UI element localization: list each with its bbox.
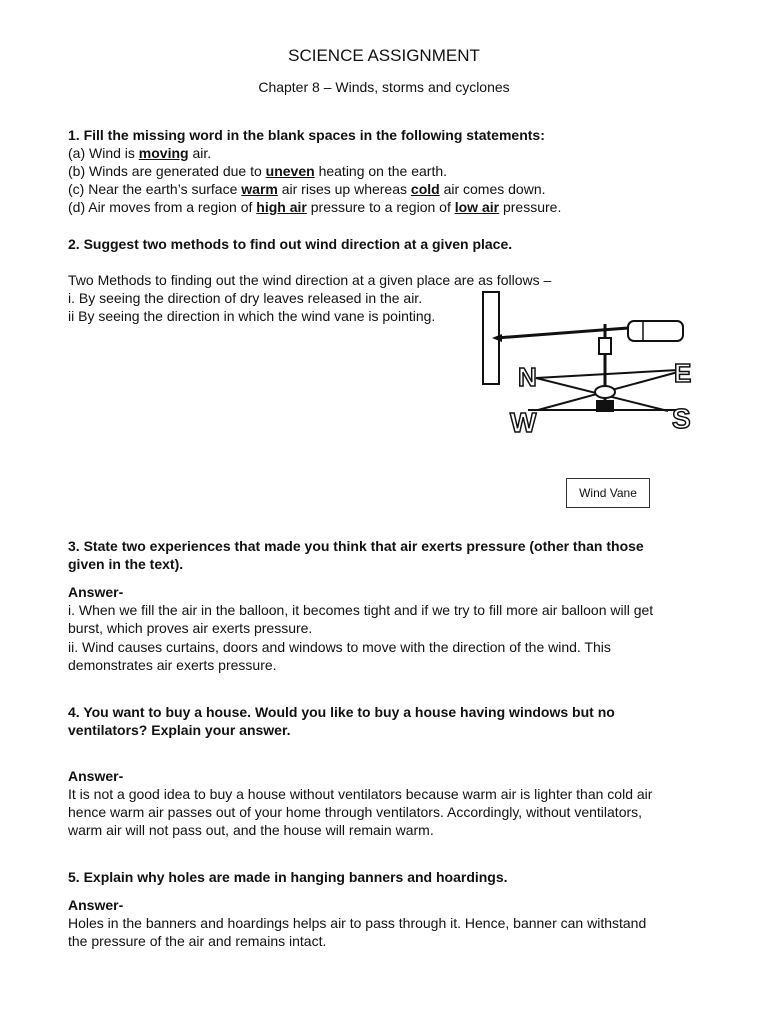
q1-b-pre: (b) Winds are generated due to [68, 163, 266, 179]
q1-b [68, 162, 447, 180]
q1-c-answer1: warm [241, 181, 278, 197]
q1-a-answer: moving [138, 145, 189, 161]
q1-d-post: pressure. [499, 199, 562, 215]
q1-b-answer: uneven [265, 163, 315, 179]
label-w: W [510, 407, 537, 438]
q4-answer-line1: It is not a good idea to buy a house without ventilators because warm air is lighter than cold air [68, 786, 653, 802]
figure-caption: Wind Vane [566, 478, 650, 508]
q4-heading-line2: ventilators? Explain your answer. [68, 722, 291, 738]
q2-heading: 2. Suggest two methods to find out wind direction at a given place. [68, 236, 513, 252]
q3-answer-line3: ii. Wind causes curtains, doors and windows to move with the direction of the wind. This [68, 639, 611, 655]
q1-heading: 1. Fill the missing word in the blank spaces in the following statements: [68, 127, 545, 143]
q1-d-mid: pressure to a region of [306, 199, 455, 215]
q2-method-1: i. By seeing the direction of dry leaves released in the air. [68, 290, 423, 306]
q1-c-post: air comes down. [439, 181, 546, 197]
q5-answer-line2: the pressure of the air and remains intact. [68, 933, 327, 949]
wind-vane-figure [478, 286, 698, 440]
page-title: SCIENCE ASSIGNMENT [288, 46, 480, 65]
q1-c-pre: (c) Near the earth’s surface [68, 181, 242, 197]
vane-shaft [496, 328, 628, 338]
q1-a-post: air. [188, 145, 212, 161]
q3-answer-line4: demonstrates air exerts pressure. [68, 657, 277, 673]
q1-a [68, 144, 211, 162]
label-s: S [672, 403, 691, 434]
hub-top [595, 386, 615, 398]
q1-d-answer2: low air [454, 199, 500, 215]
q3-heading-line1: 3. State two experiences that made you think that air exerts pressure (other than those [68, 538, 644, 554]
q1-d-answer1: high air [256, 199, 307, 215]
q5-answer-label: Answer- [68, 897, 124, 913]
q5-answer-line1: Holes in the banners and hoardings helps air to pass through it. Hence, banner can withstand [68, 915, 647, 931]
q1-a-pre: (a) Wind is [68, 145, 139, 161]
q3-heading-line2: given in the text). [68, 556, 184, 572]
q1-d-pre: (d) Air moves from a region of [68, 199, 257, 215]
q2-intro: Two Methods to finding out the wind direction at a given place are as follows – [68, 272, 552, 288]
q3-answer-line1: i. When we fill the air in the balloon, it becomes tight and if we try to fill more air balloon will get [68, 602, 654, 618]
q1-b-post: heating on the earth. [314, 163, 448, 179]
q5-heading: 5. Explain why holes are made in hanging banners and hoardings. [68, 869, 508, 885]
q1-c-mid: air rises up whereas [277, 181, 411, 197]
q1-d [68, 198, 561, 216]
label-n: N [518, 362, 537, 392]
vane-tail [628, 321, 683, 341]
hub-base [596, 400, 614, 412]
q4-answer-label: Answer- [68, 768, 124, 784]
q2-method-2: ii By seeing the direction in which the wind vane is pointing. [68, 308, 436, 324]
q3-answer-line2: burst, which proves air exerts pressure. [68, 620, 313, 636]
q3-answer-label: Answer- [68, 584, 124, 600]
chapter-subtitle: Chapter 8 – Winds, storms and cyclones [258, 79, 510, 95]
label-e: E [674, 358, 692, 388]
q1-c [68, 180, 546, 198]
q4-heading-line1: 4. You want to buy a house. Would you like to buy a house having windows but no [68, 704, 615, 720]
q4-answer-line3: warm air will not pass out, and the house will remain warm. [68, 822, 434, 838]
q4-answer-line2: hence warm air passes out of your home through ventilators. Accordingly, without ventilators, [68, 804, 643, 820]
q1-c-answer2: cold [410, 181, 440, 197]
pole-collar [599, 338, 611, 354]
